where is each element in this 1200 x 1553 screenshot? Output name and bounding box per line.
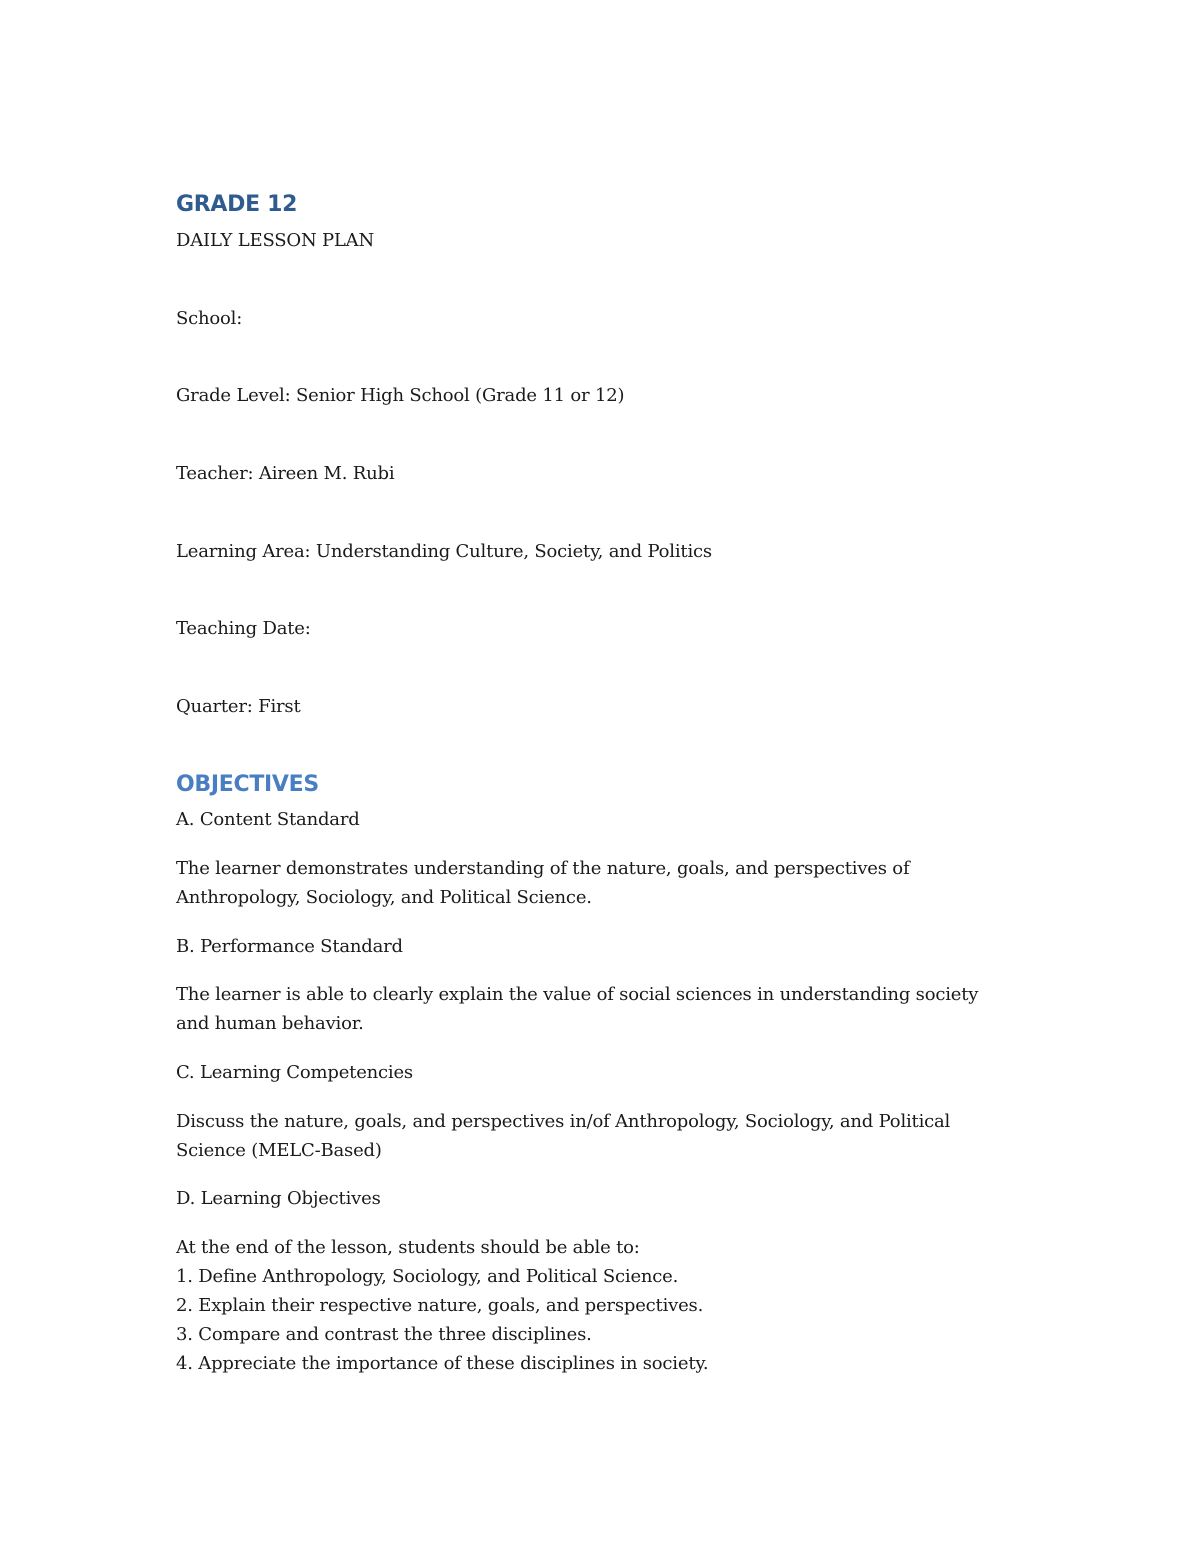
grade-heading: GRADE 12 <box>176 192 298 217</box>
learning-objectives-intro: At the end of the lesson, students should be able to: <box>176 1237 640 1258</box>
learning-competencies-text: Discuss the nature, goals, and perspectives in/of Anthropology, Sociology, and Political Science (MELC-Based) <box>176 1111 951 1161</box>
grade-level-field: Grade Level: Senior High School (Grade 11 or 12) <box>176 385 625 406</box>
teacher-field: Teacher: Aireen M. Rubi <box>176 463 395 484</box>
school-field: School: <box>176 308 243 329</box>
list-item: 1. Define Anthropology, Sociology, and Political Science. <box>176 1266 679 1287</box>
quarter-field: Quarter: First <box>176 696 301 717</box>
performance-standard-text: The learner is able to clearly explain the value of social sciences in understanding society and human behavior. <box>176 984 979 1034</box>
teaching-date-field: Teaching Date: <box>176 618 311 639</box>
list-item: 2. Explain their respective nature, goals, and perspectives. <box>176 1295 704 1316</box>
learning-objectives-label: D. Learning Objectives <box>176 1188 381 1209</box>
learning-competencies-label: C. Learning Competencies <box>176 1062 413 1083</box>
objectives-heading: OBJECTIVES <box>176 772 319 797</box>
list-item: 3. Compare and contrast the three disciplines. <box>176 1324 592 1345</box>
document-type: DAILY LESSON PLAN <box>176 230 375 251</box>
learning-objectives-list <box>176 1262 708 1378</box>
content-standard-label: A. Content Standard <box>176 809 360 830</box>
list-item: 4. Appreciate the importance of these disciplines in society. <box>176 1353 709 1374</box>
content-standard-text: The learner demonstrates understanding of the nature, goals, and perspectives of Anthropology, Sociology, and Political Science. <box>176 858 910 908</box>
performance-standard-label: B. Performance Standard <box>176 936 403 957</box>
learning-area-field: Learning Area: Understanding Culture, Society, and Politics <box>176 541 712 562</box>
